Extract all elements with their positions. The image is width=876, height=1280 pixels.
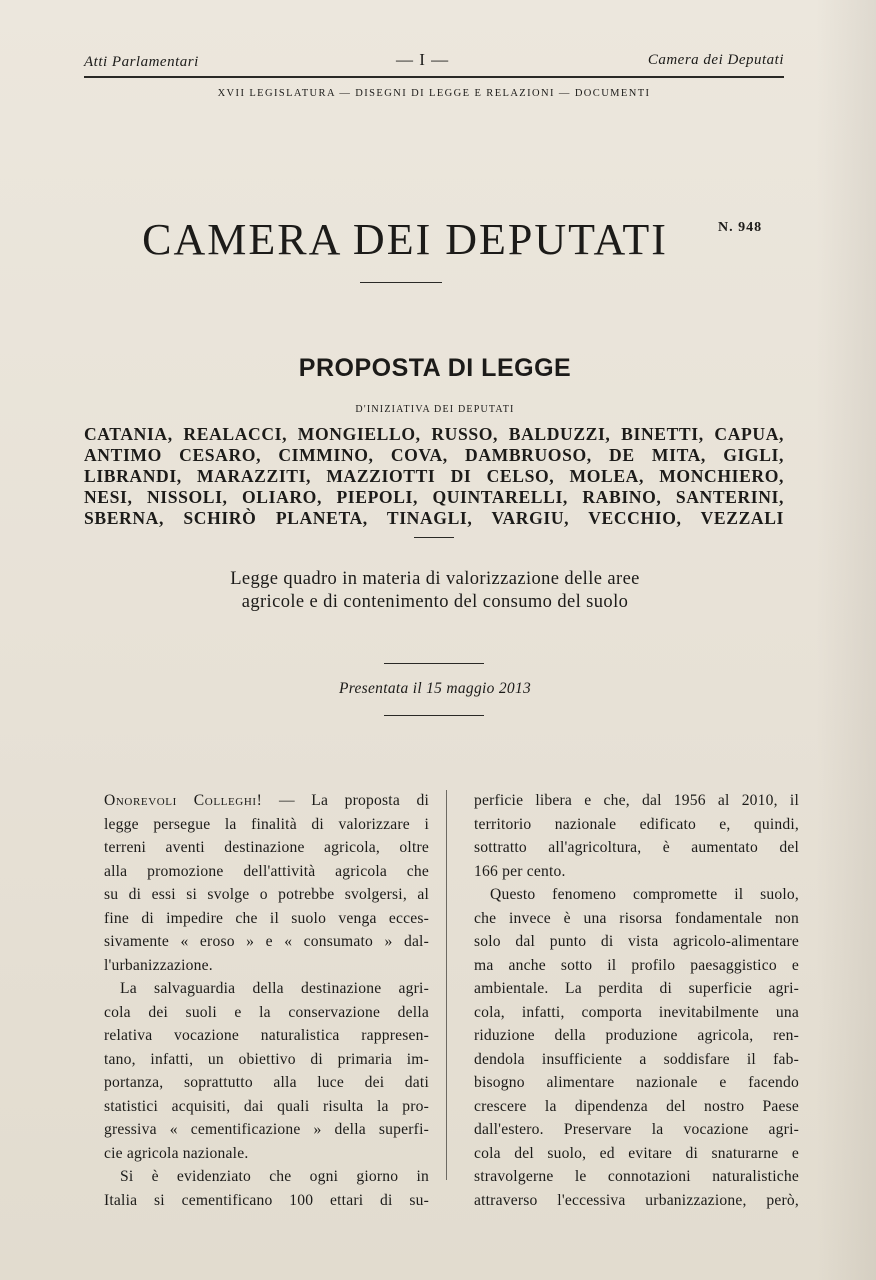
running-subhead: XVII LEGISLATURA — DISEGNI DI LEGGE E RELAZIONI — DOCUMENTI [217,88,651,99]
column-divider [446,790,447,1180]
deputies-divider [414,537,454,538]
body-line: attraverso l'eccessiva urbanizzazione, però, [474,1191,799,1209]
body-line: cie agricola nazionale. [104,1144,249,1162]
body-line: su di essi si svolge o potrebbe svolgersi, al [104,886,429,903]
body-line: fine di impedire che il suolo venga ecces- [104,909,429,927]
deputies-line: SBERNA, SCHIRÒ PLANETA, TINAGLI, VARGIU, VECCHIO, VEZZALI [84,508,784,528]
body-line: cola del suolo, ed evitare di snaturarne e [474,1144,799,1162]
running-head-left: Atti Parlamentari [84,54,199,70]
body-column-right [474,789,799,1212]
body-line: alla promozione dell'attività agricola che [104,862,429,880]
body-line: Si è evidenziato che ogni giorno in [120,1168,429,1185]
deputies-line: NESI, NISSOLI, OLIARO, PIEPOLI, QUINTARELLI, RABINO, SANTERINI, [84,487,784,507]
salutation: Onorevoli Colleghi! [104,792,263,809]
page-number: — I — [396,50,450,69]
body-line [104,789,429,813]
chamber-title: CAMERA DEI DEPUTATI [142,215,668,264]
law-title [120,568,750,614]
initiative-label: D'INIZIATIVA DEI DEPUTATI [355,404,515,415]
presentation-date: Presentata il 15 maggio 2013 [338,680,532,697]
deputies-line: LIBRANDI, MARAZZITI, MAZZIOTTI DI CELSO, MOLEA, MONCHIERO, [84,466,784,486]
body-line: Questo fenomeno compromette il suolo, [490,886,799,903]
body-line: portanza, soprattutto alla luce dei dati [104,1074,429,1091]
body-line: territorio nazionale edificato e, quindi, [474,815,799,833]
body-line: dall'estero. Preservare la vocazione agri- [474,1121,799,1138]
body-column-left [104,789,429,1212]
body-line: sottratto all'agricoltura, è aumentato del [474,839,799,856]
deputies-line: ANTIMO CESARO, CIMMINO, COVA, DAMBRUOSO, DE MITA, GIGLI, [84,445,784,465]
page-edge-shadow [816,0,876,1280]
body-line: perficie libera e che, dal 1956 al 2010, il [474,792,799,809]
body-line: statistici acquisiti, dai quali risulta la pro- [104,1097,429,1115]
body-line: crescere la dipendenza del nostro Paese [474,1097,799,1115]
running-head-right: Camera dei Deputati [647,52,784,68]
law-title-line: agricole e di contenimento del consumo del suolo [241,592,629,612]
body-line: riduzione della produzione agricola, ren- [474,1027,799,1044]
body-line: legge persegue la finalità di valorizzare i [104,815,429,833]
body-line: Italia si cementificano 100 ettari di su- [104,1191,429,1209]
body-line: solo dal punto di vista agricolo-alimentare [474,933,799,950]
deputies-list [84,424,784,529]
body-line: ambientale. La perdita di superficie agri- [474,980,799,997]
presented-rule-bottom [384,715,484,716]
body-line: l'urbanizzazione. [104,956,213,974]
body-line-text: — La proposta di [262,792,429,809]
deputies-line: CATANIA, REALACCI, MONGIELLO, RUSSO, BALDUZZI, BINETTI, CAPUA, [84,424,784,444]
law-title-line: Legge quadro in materia di valorizzazione delle aree [230,569,640,589]
body-line: bisogno alimentare nazionale e facendo [474,1074,799,1091]
body-line: cola dei suoli e la conservazione della [104,1003,429,1021]
running-head [84,50,784,74]
body-line: che invece è una risorsa fondamentale non [474,909,799,927]
document-number: N. 948 [718,220,763,235]
body-line: La salvaguardia della destinazione agri- [120,980,429,997]
body-line: 166 per cento. [474,862,566,880]
document-type: PROPOSTA DI LEGGE [298,354,572,382]
presented-rule-top [384,663,484,664]
body-line: dendola insufficiente a soddisfare il fab- [474,1050,799,1068]
body-line: relativa vocazione naturalistica rappresen- [104,1027,429,1044]
title-divider [360,282,442,283]
body-line: sivamente « eroso » e « consumato » dal- [104,933,429,950]
body-line: terreni aventi destinazione agricola, oltre [104,839,429,856]
header-rule [84,76,784,78]
body-line: tano, infatti, un obiettivo di primaria im- [104,1050,429,1068]
body-line: ma anche sotto il profilo paesaggistico e [474,956,799,974]
body-line: cola, infatti, comporta inevitabilmente una [474,1003,799,1021]
body-line: stravolgerne le connotazioni naturalistiche [474,1168,799,1185]
body-line: gressiva « cementificazione » della superfi- [104,1121,429,1138]
